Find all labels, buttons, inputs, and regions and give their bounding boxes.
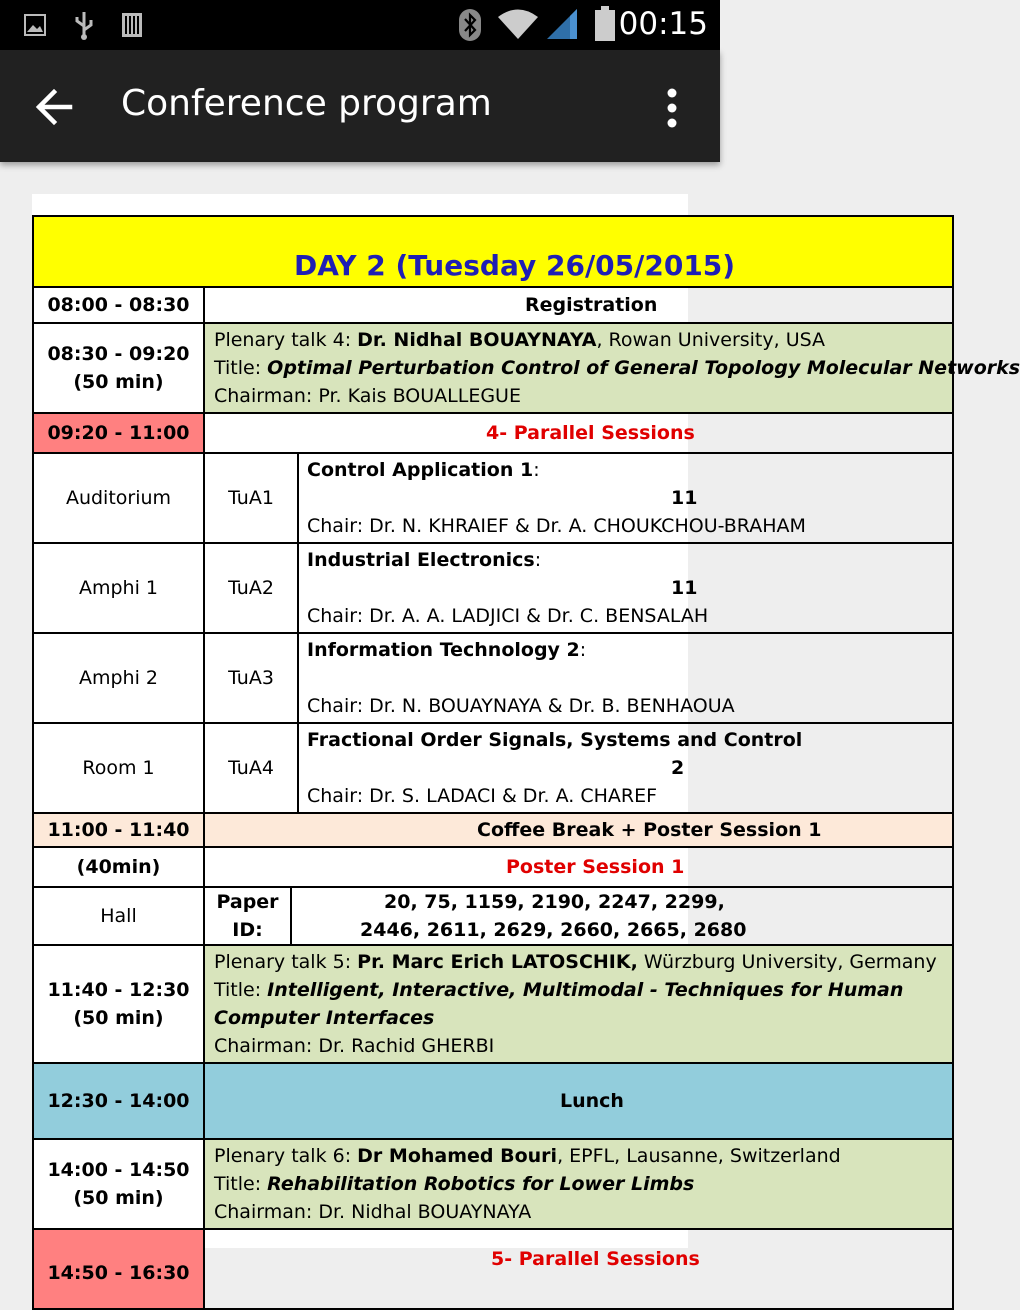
session-colon: : [579, 639, 587, 661]
session-colon: : [534, 549, 542, 571]
plenary4-chair: Chairman: Pr. Kais BOUALLEGUE [214, 385, 521, 407]
session-count: 11 [671, 577, 698, 599]
poster-paper-ids [291, 888, 952, 944]
session-code: TuA3 [204, 633, 298, 723]
plenary4-duration: (50 min) [73, 371, 164, 393]
coffee-duration: (40min) [33, 847, 204, 887]
overflow-menu-icon[interactable] [652, 86, 692, 130]
day-title: DAY 2 (Tuesday 26/05/2015) [33, 216, 953, 287]
session-code: TuA1 [204, 453, 298, 543]
parallel4-time: 09:20 - 11:00 [33, 413, 204, 453]
session-chair: Chair: Dr. A. A. LADJICI & Dr. C. BENSALAH [307, 605, 709, 627]
session-code: TuA4 [204, 723, 298, 813]
session-details [298, 633, 953, 723]
plenary5-duration: (50 min) [73, 1007, 164, 1029]
registration-label: Registration [204, 287, 953, 323]
paper-label-line1: Paper [216, 891, 279, 913]
lunch-label: Lunch [204, 1063, 953, 1139]
session-room: Amphi 2 [33, 633, 204, 723]
poster-ids-cell [204, 887, 953, 945]
session-count [307, 664, 944, 692]
session-chair: Chair: Dr. N. KHRAIEF & Dr. A. CHOUKCHOU-BRAHAM [307, 515, 806, 537]
session-name: Fractional Order Signals, Systems and Control [307, 729, 803, 751]
usb-icon [73, 10, 95, 40]
paper-id-label [205, 888, 291, 944]
plenary6-prefix: Plenary talk 6: [214, 1145, 358, 1167]
plenary5-speaker: Pr. Marc Erich LATOSCHIK, [357, 951, 638, 973]
plenary6-affiliation: , EPFL, Lausanne, Switzerland [557, 1145, 841, 1167]
plenary5-time-cell [33, 945, 204, 1063]
session-count: 2 [671, 757, 685, 779]
plenary5-title-line1: Intelligent, Interactive, Multimodal - Techniques for Human [267, 979, 904, 1001]
app-toolbar [0, 50, 720, 162]
storage-icon [121, 12, 143, 38]
plenary4-details [204, 323, 1020, 413]
status-bar [0, 0, 720, 50]
parallel5-time: 14:50 - 16:30 [33, 1229, 204, 1309]
plenary5-chair: Chairman: Dr. Rachid GHERBI [214, 1035, 495, 1057]
plenary4-time: 08:30 - 09:20 [47, 343, 190, 365]
session-name: Information Technology 2 [307, 639, 580, 661]
session-name: Control Application 1 [307, 459, 534, 481]
session-details [298, 453, 953, 543]
page-title: Conference program [121, 83, 492, 124]
plenary6-chair: Chairman: Dr. Nidhal BOUAYNAYA [214, 1201, 532, 1223]
paper-ids-line1: 20, 75, 1159, 2190, 2247, 2299, [384, 891, 725, 913]
program-document[interactable] [32, 194, 1020, 1284]
image-notification-icon [24, 14, 46, 36]
plenary6-time: 14:00 - 14:50 [47, 1159, 190, 1181]
session-code: TuA2 [204, 543, 298, 633]
plenary4-speaker: Dr. Nidhal BOUAYNAYA [357, 329, 597, 351]
wifi-icon [497, 8, 539, 40]
session-room: Amphi 1 [33, 543, 204, 633]
session-chair: Chair: Dr. S. LADACI & Dr. A. CHAREF [307, 785, 658, 807]
plenary6-title: Rehabilitation Robotics for Lower Limbs [267, 1173, 695, 1195]
parallel4-label: 4- Parallel Sessions [204, 413, 953, 453]
session-details [298, 543, 953, 633]
bluetooth-icon [458, 8, 482, 42]
back-arrow-icon[interactable] [30, 82, 80, 132]
paper-label-line2: ID: [232, 919, 263, 941]
parallel5-label: 5- Parallel Sessions [204, 1229, 953, 1309]
plenary4-prefix: Plenary talk 4: [214, 329, 358, 351]
plenary6-details [204, 1139, 953, 1229]
registration-time: 08:00 - 08:30 [33, 287, 204, 323]
session-room: Room 1 [33, 723, 204, 813]
poster-ids-table [205, 888, 952, 944]
plenary4-time-cell [33, 323, 204, 413]
plenary6-title-prefix: Title: [214, 1173, 268, 1195]
plenary5-title-line2: Computer Interfaces [214, 1007, 435, 1029]
plenary4-affiliation: , Rowan University, USA [596, 329, 826, 351]
plenary6-speaker: Dr Mohamed Bouri [357, 1145, 558, 1167]
session-count: 11 [671, 487, 698, 509]
program-table [32, 215, 1020, 1310]
session-room: Auditorium [33, 453, 204, 543]
plenary4-title-prefix: Title: [214, 357, 268, 379]
coffee-label: Coffee Break + Poster Session 1 [204, 813, 953, 847]
plenary5-details [204, 945, 953, 1063]
plenary5-prefix: Plenary talk 5: [214, 951, 358, 973]
poster-session-label: Poster Session 1 [204, 847, 953, 887]
plenary5-affiliation: Würzburg University, Germany [637, 951, 937, 973]
signal-icon [546, 8, 578, 40]
plenary6-duration: (50 min) [73, 1187, 164, 1209]
plenary5-title-prefix: Title: [214, 979, 268, 1001]
session-colon: : [533, 459, 540, 481]
coffee-time: 11:00 - 11:40 [33, 813, 204, 847]
session-details [298, 723, 953, 813]
poster-room: Hall [33, 887, 204, 945]
plenary6-time-cell [33, 1139, 204, 1229]
lunch-time: 12:30 - 14:00 [33, 1063, 204, 1139]
clock: 00:15 [618, 6, 708, 42]
session-chair: Chair: Dr. N. BOUAYNAYA & Dr. B. BENHAOUA [307, 695, 735, 717]
plenary4-title: Optimal Perturbation Control of General Topology Molecular Networks [267, 357, 1020, 379]
plenary5-time: 11:40 - 12:30 [47, 979, 190, 1001]
battery-icon [594, 6, 616, 42]
session-name: Industrial Electronics [307, 549, 535, 571]
paper-ids-line2: 2446, 2611, 2629, 2660, 2665, 2680 [360, 919, 747, 941]
